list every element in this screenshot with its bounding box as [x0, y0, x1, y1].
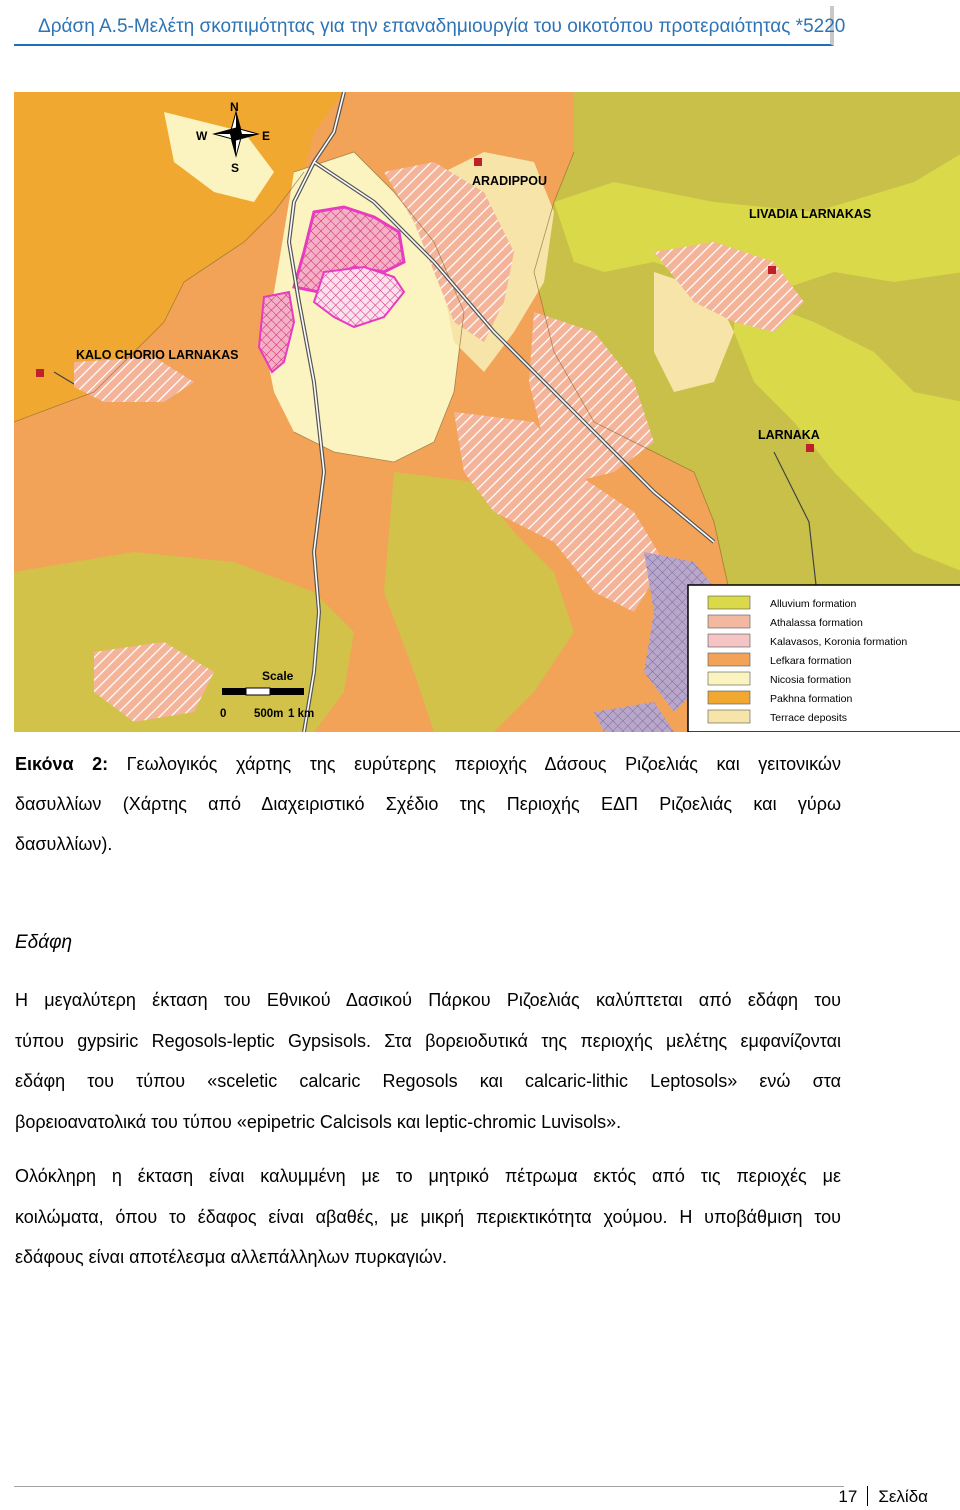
page-number: [838, 1486, 928, 1507]
para1-line-1: Η μεγαλύτερη έκταση του Εθνικού Δασικού Πάρκου Ριζοελιάς καλύπτεται από εδάφη του: [15, 990, 841, 1010]
page-label: Σελίδα: [878, 1487, 928, 1506]
legend-label: Kalavasos, Koronia formation: [770, 636, 908, 648]
para1-line-3: εδάφη του τύπου «sceletic calcaric Regosols και calcaric-lithic Leptosols» ενώ στα: [15, 1071, 841, 1091]
para1-line-4: βορειοανατολικά του τύπου «epipetric Calcisols και leptic-chromic Luvisols».: [15, 1111, 622, 1132]
map-legend: [688, 585, 960, 732]
svg-text:500m: 500m: [254, 708, 284, 720]
caption-line-2: δασυλλίων (Χάρτης από Διαχειριστικό Σχέδιο της Περιοχής ΕΔΠ Ριζοελιάς και γύρω: [15, 794, 841, 814]
paragraph-1: [15, 980, 841, 1142]
para1-line-2: τύπου gypsiric Regosols-leptic Gypsisols. Στα βορειοδυτικά της περιοχής μελέτης εμφανίζονται: [15, 1030, 841, 1051]
legend-swatch: [708, 615, 750, 628]
legend-swatch: [708, 653, 750, 666]
svg-text:0: 0: [220, 708, 227, 720]
legend-swatch: [708, 691, 750, 704]
svg-text:Scale: Scale: [262, 669, 294, 683]
legend-swatch: [708, 672, 750, 685]
svg-text:W: W: [196, 129, 208, 143]
para2-line-2: κοιλώματα, όπου το έδαφος είναι αβαθές, με μικρή περιεκτικότητα χούμου. Η υποβάθμιση του: [15, 1206, 841, 1227]
svg-text:E: E: [262, 129, 271, 143]
svg-text:N: N: [230, 100, 239, 114]
geological-map: [14, 92, 960, 732]
para2-line-3: εδάφους είναι αποτέλεσμα αλλεπάλληλων πυρκαγιών.: [15, 1247, 447, 1267]
legend-label: Athalassa formation: [770, 617, 863, 629]
svg-text:1 km: 1 km: [288, 708, 315, 720]
caption-label: Εικόνα 2:: [15, 754, 109, 774]
para2-line-1: Ολόκληρη η έκταση είναι καλυμμένη με το μητρικό πέτρωμα εκτός από τις περιοχές με: [15, 1166, 841, 1186]
label-larnaka: LARNAKA: [758, 428, 820, 442]
map-figure: [14, 92, 960, 732]
label-kalo-chorio: KALO CHORIO LARNAKAS: [76, 348, 239, 362]
header-title: Δράση Α.5-Μελέτη σκοπιμότητας για την επαναδημιουργία του οικοτόπου προτεραιότητας *5220: [38, 16, 846, 37]
legend-label: Terrace deposits: [770, 712, 848, 724]
legend-swatch: [708, 710, 750, 723]
legend-swatch: [708, 596, 750, 609]
page-header: [14, 6, 846, 46]
legend-label: Nicosia formation: [770, 674, 852, 686]
legend-swatch: [708, 634, 750, 647]
caption-line-1: Γεωλογικός χάρτης της ευρύτερης περιοχής Δάσους Ριζοελιάς και γειτονικών: [126, 754, 841, 774]
paragraph-2: [15, 1156, 841, 1278]
label-livadia: LIVADIA LARNAKAS: [749, 207, 872, 221]
page-number-value: 17: [838, 1487, 858, 1506]
svg-text:S: S: [231, 161, 240, 175]
legend-label: Pakhna formation: [770, 693, 853, 705]
footer-rule: [14, 1486, 844, 1487]
caption-line-3: δασυλλίων).: [15, 834, 113, 854]
legend-label: Lefkara formation: [770, 655, 852, 667]
label-aradippou: ARADIPPOU: [472, 174, 548, 188]
legend-label: Alluvium formation: [770, 598, 857, 610]
figure-caption: [15, 744, 841, 864]
section-title: Εδάφη: [15, 932, 73, 953]
